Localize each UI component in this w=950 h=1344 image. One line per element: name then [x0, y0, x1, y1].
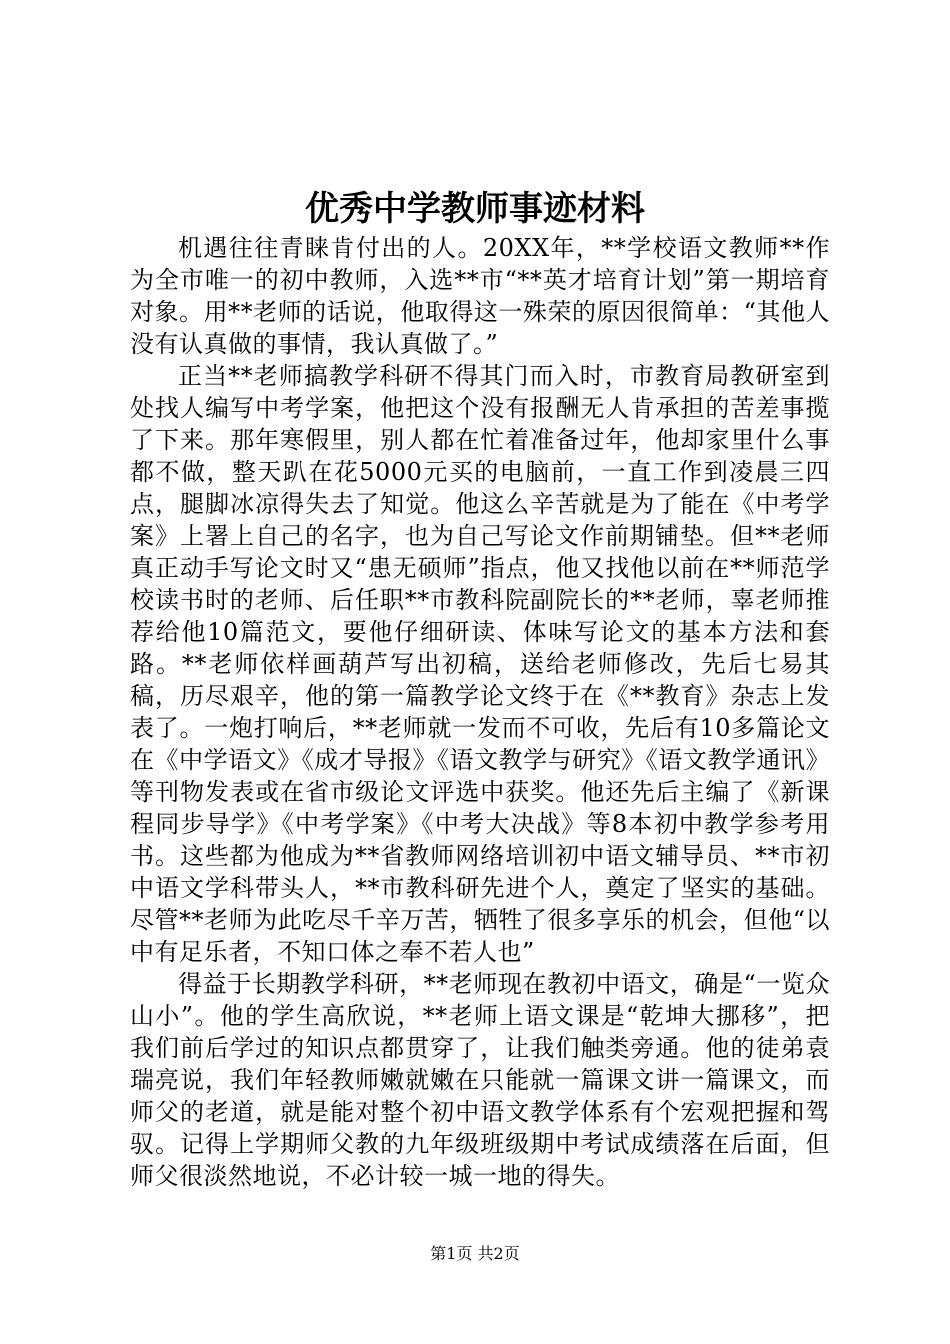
document-title: 优秀中学教师事迹材料 — [305, 189, 645, 229]
document-body — [130, 232, 830, 1192]
paragraph-1: 机遇往往青睐肯付出的人。20XX年，**学校语文教师**作为全市唯一的初中教师，入选**市“**英才培育计划”第一期培育对象。用**老师的话说，他取得这一殊荣的原因很简单：“其他人没有认真做的事情，我认真做了。” — [130, 234, 830, 358]
paragraph-3: 得益于长期教学科研，**老师现在教初中语文，确是“一览众山小”。他的学生高欣说，**老师上语文课是“乾坤大挪移”，把我们前后学过的知识点都贯穿了，让我们触类旁通。他的徒弟袁瑞亮说，我们年轻教师嫩就嫩在只能就一篇课文讲一篇课文，而师父的老道，就是能对整个初中语文教学体系有个宏观把握和驾驭。记得上学期师父教的九年级班级期中考试成绩落在后面，但师父很淡然地说，不必计较一城一地的得失。 — [130, 970, 830, 1190]
page-footer: 第1页 共2页 — [430, 1244, 520, 1263]
paragraph-2: 正当**老师搞教学科研不得其门而入时，市教育局教研室到处找人编写中考学案，他把这个没有报酬无人肯承担的苦差事揽了下来。那年寒假里，别人都在忙着准备过年，他却家里什么事都不做，整天趴在花5000元买的电脑前，一直工作到凌晨三四点，腿脚冰凉得失去了知觉。他这么辛苦就是为了能在《中考学案》上署上自己的名字，也为自己写论文作前期铺垫。但**老师真正动手写论文时又“患无硕师”指点，他又找他以前在**师范学校读书时的老师、后任职**市教科院副院长的**老师，辜老师推荐给他10篇范文，要他仔细研读、体味写论文的基本方法和套路。**老师依样画葫芦写出初稿，送给老师修改，先后七易其稿，历尽艰辛，他的第一篇教学论文终于在《**教育》杂志上发表了。一炮打响后，**老师就一发而不可收，先后有10多篇论文在《中学语文》《成才导报》《语文教学与研究》《语文教学通讯》等刊物发表或在省市级论文评选中获奖。他还先后主编了《新课程同步导学》《中考学案》《中考大决战》等8本初中教学参考用书。这些都为他成为**省教师网络培训初中语文辅导员、**市初中语文学科带头人，**市教科研先进个人，奠定了坚实的基础。尽管**老师为此吃尽千辛万苦，牺牲了很多享乐的机会，但他“以中有足乐者，不知口体之奉不若人也” — [130, 362, 830, 966]
